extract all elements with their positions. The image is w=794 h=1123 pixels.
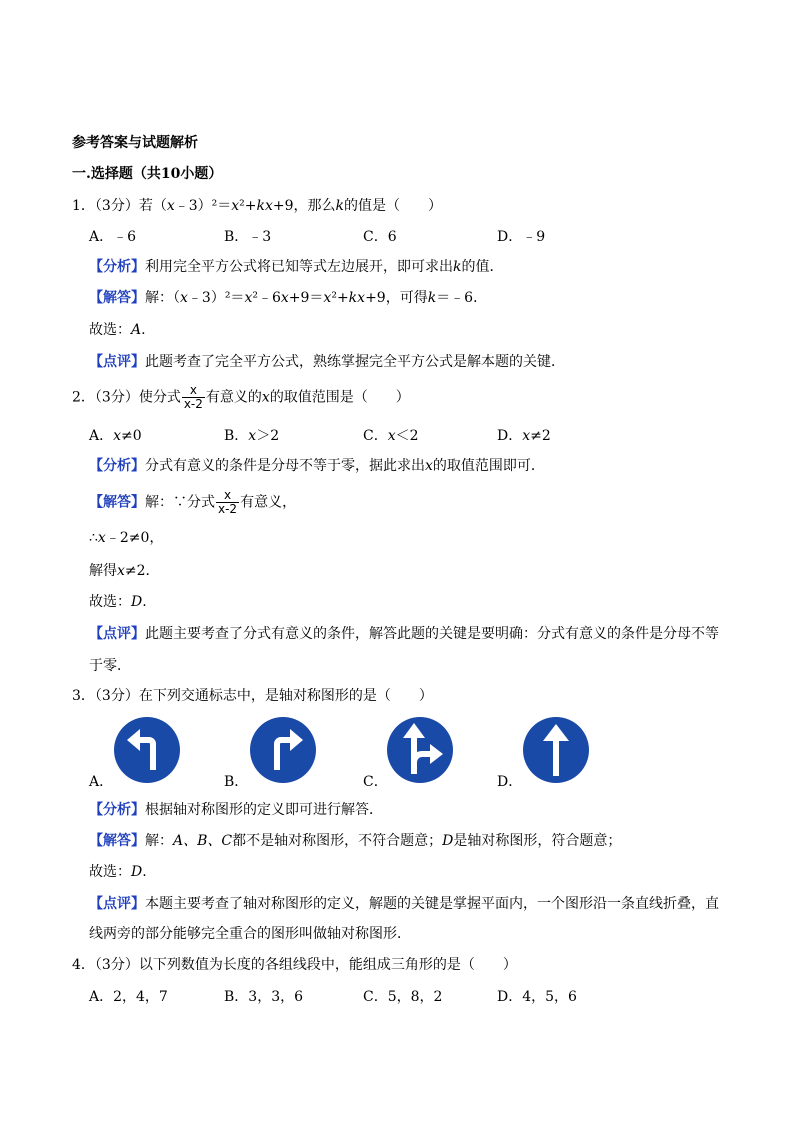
question-1-choice: 故选：A. [89,322,146,338]
question-2-therefore: ∴x﹣2≠0， [89,530,164,546]
question-3-option-c[interactable]: C． [363,774,388,790]
question-4-stem: 4．（3分）以下列数值为长度的各组线段中，能组成三角形的是（ ） [72,957,517,973]
question-1-stem: 1．（3分）若（x﹣3）²＝x²+kx+9，那么k的值是（ ） [72,198,443,214]
fraction: $\frac{x}{x-2}$ [218,488,238,516]
question-4-option-a[interactable]: A．2，4，7 [89,989,168,1005]
question-3-option-b[interactable]: B． [224,774,249,790]
fraction: $\frac{x}{x-2}$ [183,383,203,411]
question-3-option-a[interactable]: A． [89,774,114,790]
question-4-option-c[interactable]: C．5，8，2 [363,989,443,1005]
question-3-analysis: 【分析】根据轴对称图形的定义即可进行解答． [89,802,383,818]
question-1-option-d[interactable]: D．﹣9 [497,229,546,245]
question-2-comment: 【点评】此题主要考查了分式有意义的条件，解答此题的关键是要明确：分式有意义的条件是分母不等 [89,626,719,642]
question-3-comment: 【点评】本题主要考查了轴对称图形的定义，解题的关键是掌握平面内，一个图形沿一条直线折叠，直 [89,896,719,912]
question-2-option-a[interactable]: A．x≠0 [89,428,142,444]
question-3-answer: 【解答】解：A、B、C都不是轴对称图形，不符合题意；D是轴对称图形，符合题意； [89,833,622,849]
question-3-option-d[interactable]: D． [497,774,523,790]
question-2-option-d[interactable]: D．x≠2 [497,428,551,444]
question-2-answer: 【解答】解：∵分式 $\frac{x}{x-2}$ 有意义， [89,488,297,516]
question-1-option-c[interactable]: C．6 [363,229,397,245]
question-3-choice: 故选：D. [89,864,147,880]
question-2-option-b[interactable]: B．x＞2 [224,428,280,444]
question-3-comment-cont: 线两旁的部分能够完全重合的图形叫做轴对称图形． [89,926,411,942]
question-2-analysis: 【分析】分式有意义的条件是分母不等于零，据此求出x的取值范围即可． [89,458,545,474]
question-3-stem: 3．（3分）在下列交通标志中，是轴对称图形的是（ ） [72,688,433,704]
turn-left-arrow-icon [113,716,181,784]
question-2-choice: 故选：D. [89,594,147,610]
question-2-comment-cont: 于零． [89,658,131,674]
straight-arrow-icon [522,716,590,784]
question-2-solve: 解得x≠2． [89,563,160,579]
question-2-option-c[interactable]: C．x＜2 [363,428,419,444]
question-1-comment: 【点评】此题考查了完全平方公式，熟练掌握完全平方公式是解本题的关键． [89,354,565,370]
question-2-stem: 2．（3分）使分式 $\frac{x}{x-2}$ 有意义的x的取值范围是（ ） [72,383,410,411]
question-1-answer: 【解答】解：（x﹣3）²＝x²﹣6x+9＝x²+kx+9，可得k＝﹣6． [89,290,488,306]
question-1-option-a[interactable]: A．﹣6 [89,229,137,245]
question-1-analysis: 【分析】利用完全平方公式将已知等式左边展开，即可求出k的值． [89,259,504,275]
question-4-option-b[interactable]: B．3，3，6 [224,989,304,1005]
section-heading: 一.选择题（共10小题） [72,166,223,182]
straight-or-right-arrow-icon [386,716,454,784]
question-1-option-b[interactable]: B．﹣3 [224,229,272,245]
turn-right-arrow-icon [249,716,317,784]
question-4-option-d[interactable]: D．4，5，6 [497,989,577,1005]
page-title: 参考答案与试题解析 [72,135,198,151]
